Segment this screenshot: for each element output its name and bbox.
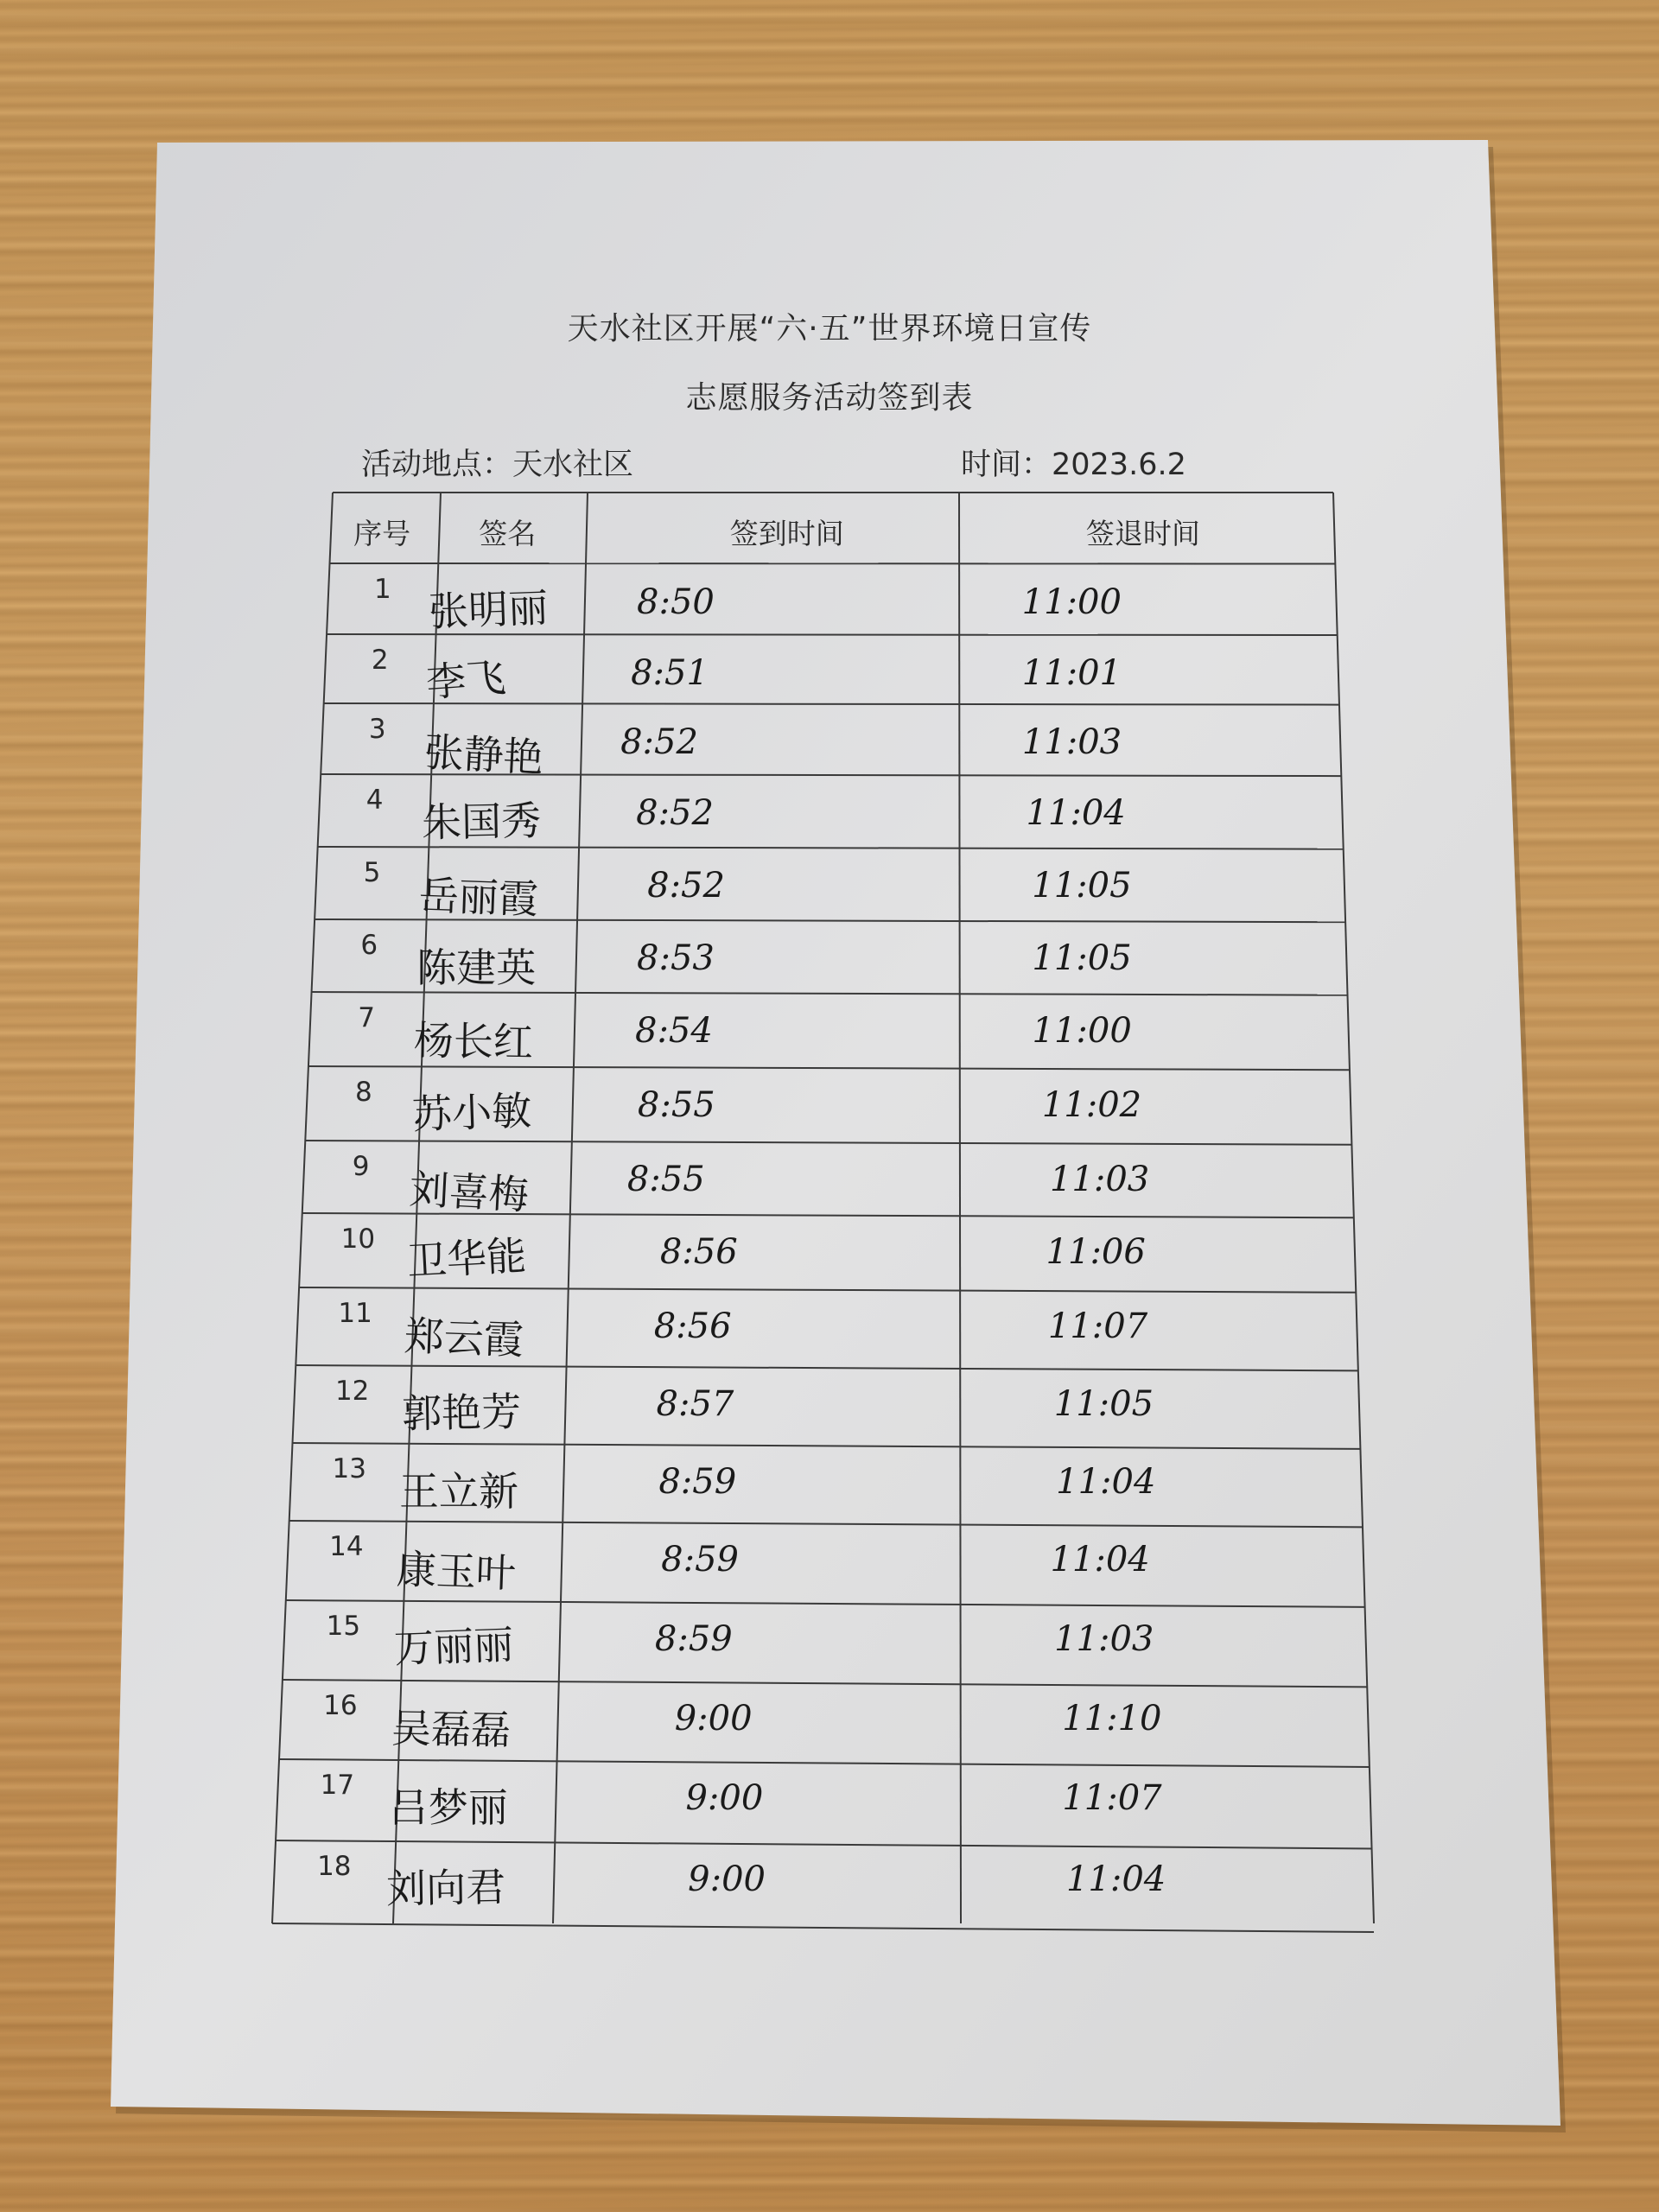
signin-time: 8:52 xyxy=(636,793,714,833)
row-number: 13 xyxy=(332,1453,366,1484)
signature-name: 岳丽霞 xyxy=(417,872,539,923)
activity-date: 时间：2023.6.2 xyxy=(961,448,1186,482)
signout-time: 11:05 xyxy=(1032,866,1132,906)
row-number: 15 xyxy=(326,1611,361,1642)
table-row-line xyxy=(330,563,1336,564)
row-number: 11 xyxy=(338,1298,372,1329)
table-row-line xyxy=(286,1600,1365,1607)
signout-time: 11:10 xyxy=(1062,1699,1162,1738)
signin-time: 8:59 xyxy=(661,1540,739,1580)
signout-time: 11:04 xyxy=(1026,793,1126,833)
document-title: 天水社区开展“六·五”世界环境日宣传 xyxy=(567,311,1092,346)
signature-name: 郑云霞 xyxy=(403,1313,524,1363)
signature-name: 吕梦丽 xyxy=(388,1784,508,1831)
signin-time: 8:50 xyxy=(637,582,715,622)
signin-time: 8:57 xyxy=(656,1384,734,1424)
signout-time: 11:04 xyxy=(1065,1859,1166,1899)
signout-time: 11:07 xyxy=(1062,1778,1162,1818)
row-number: 9 xyxy=(352,1151,370,1182)
signature-name: 康玉叶 xyxy=(395,1546,517,1597)
signout-time: 11:03 xyxy=(1054,1619,1154,1659)
signout-time: 11:02 xyxy=(1041,1085,1142,1125)
signout-time: 11:05 xyxy=(1032,938,1132,978)
signature-name: 杨长红 xyxy=(413,1017,534,1066)
table-row-line xyxy=(305,1141,1351,1145)
row-number: 5 xyxy=(363,857,381,888)
signin-time: 8:56 xyxy=(659,1232,738,1272)
signin-time: 8:59 xyxy=(658,1462,737,1502)
row-number: 7 xyxy=(358,1002,375,1033)
table-row-line xyxy=(283,1680,1367,1687)
signature-name: 张明丽 xyxy=(428,584,549,635)
table-row-line xyxy=(296,1365,1357,1370)
signout-time: 11:07 xyxy=(1047,1306,1148,1346)
row-number: 14 xyxy=(329,1531,364,1562)
signin-time: 9:00 xyxy=(688,1859,766,1899)
row-number: 18 xyxy=(317,1851,352,1882)
signin-time: 8:53 xyxy=(637,938,715,978)
signout-time: 11:00 xyxy=(1021,582,1122,622)
signin-time: 9:00 xyxy=(685,1778,764,1818)
row-number: 2 xyxy=(371,645,389,676)
signature-name: 张静艳 xyxy=(422,728,544,782)
signout-time: 11:04 xyxy=(1056,1462,1156,1502)
row-number: 4 xyxy=(365,785,384,816)
document-subtitle: 志愿服务活动签到表 xyxy=(685,380,974,416)
signature-name: 吴磊磊 xyxy=(391,1705,512,1754)
signout-time: 11:05 xyxy=(1053,1384,1154,1424)
signout-time: 11:00 xyxy=(1032,1011,1132,1051)
header-signin-time: 签到时间 xyxy=(729,517,844,550)
signin-time: 8:56 xyxy=(653,1306,732,1346)
signout-time: 11:01 xyxy=(1021,653,1122,693)
signature-name: 陈建英 xyxy=(416,944,537,991)
signin-time: 9:00 xyxy=(674,1699,753,1738)
signature-name: 刘喜梅 xyxy=(408,1166,530,1219)
row-number: 16 xyxy=(323,1690,358,1721)
row-number: 17 xyxy=(320,1770,355,1801)
table-column-line xyxy=(553,493,588,1923)
header-signature: 签名 xyxy=(479,517,537,550)
signature-name: 万丽丽 xyxy=(393,1621,514,1672)
signin-time: 8:54 xyxy=(635,1011,713,1051)
signout-time: 11:03 xyxy=(1021,722,1122,762)
table-row-line xyxy=(272,1923,1374,1932)
signature-name: 朱国秀 xyxy=(421,797,542,846)
signature-name: 李飞 xyxy=(424,653,508,706)
row-number: 3 xyxy=(368,714,386,745)
table-row-line xyxy=(293,1443,1361,1449)
header-signout-time: 签退时间 xyxy=(1085,517,1200,550)
header-number: 序号 xyxy=(353,517,411,550)
signature-name: 卫华能 xyxy=(405,1231,528,1285)
signin-time: 8:51 xyxy=(631,653,709,693)
signout-time: 11:04 xyxy=(1050,1540,1150,1580)
table-row-line xyxy=(289,1521,1363,1527)
table-row-line xyxy=(279,1759,1370,1767)
signout-time: 11:03 xyxy=(1049,1160,1150,1199)
row-number: 6 xyxy=(360,930,378,961)
table-row-line xyxy=(276,1840,1371,1848)
row-number: 12 xyxy=(334,1376,370,1407)
row-number: 10 xyxy=(340,1224,376,1255)
table-column-line xyxy=(1333,493,1374,1923)
signin-time: 8:59 xyxy=(654,1619,733,1659)
signin-time: 8:55 xyxy=(637,1085,715,1125)
signature-name: 刘向君 xyxy=(385,1863,506,1912)
signin-time: 8:52 xyxy=(647,866,725,906)
signature-name: 王立新 xyxy=(398,1468,518,1515)
signout-time: 11:06 xyxy=(1046,1232,1146,1272)
row-number: 8 xyxy=(354,1077,372,1108)
signature-name: 苏小敏 xyxy=(410,1087,532,1138)
row-number: 1 xyxy=(373,574,391,605)
activity-location: 活动地点：天水社区 xyxy=(361,448,634,482)
table-row-line xyxy=(299,1287,1356,1293)
signin-time: 8:52 xyxy=(620,722,698,762)
signature-name: 郭艳芳 xyxy=(401,1388,522,1437)
table-column-line xyxy=(959,493,961,1923)
signin-time: 8:55 xyxy=(626,1160,705,1199)
